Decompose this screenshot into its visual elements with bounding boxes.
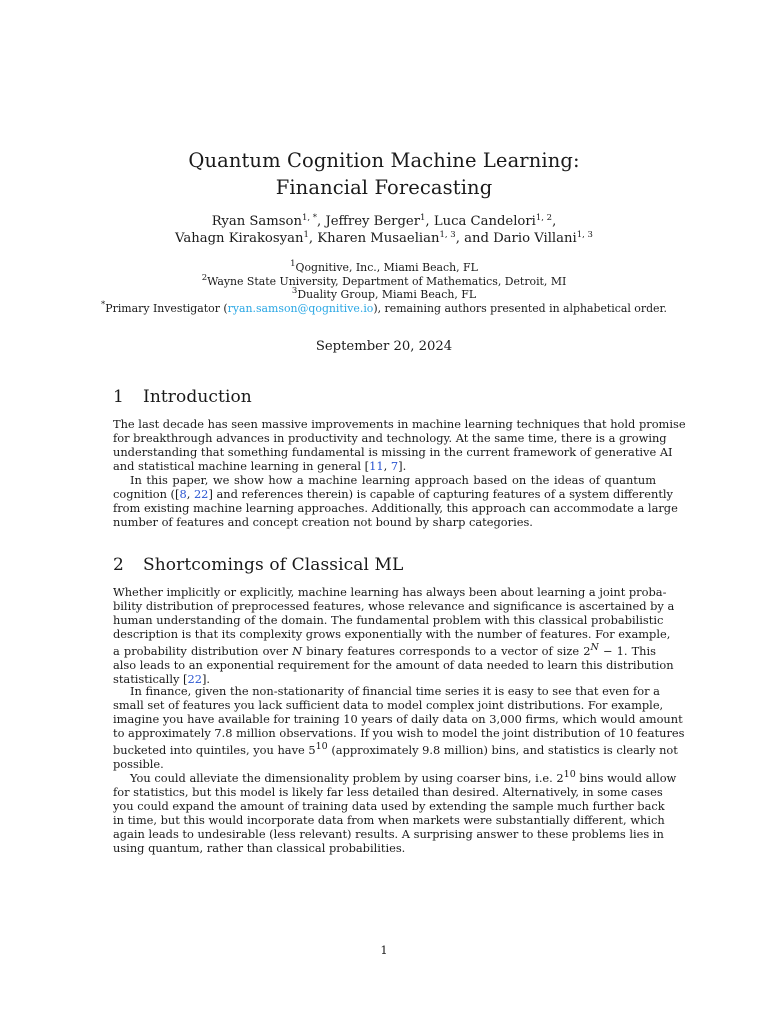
math-variable: N <box>292 644 303 659</box>
citation-link[interactable]: 7 <box>390 459 399 474</box>
author-affiliation-marker: 1 <box>420 213 426 223</box>
text-line: bility distribution of preprocessed features, whose relevance and significance is ascertained by a <box>113 599 675 614</box>
text-line: In this paper, we show how a machine learning approach based on the ideas of quantum <box>130 473 656 487</box>
text-line: a probability distribution over N binary features corresponds to a vector of size $2^N - 1$. This <box>113 642 656 659</box>
intro-paragraph-1 <box>113 417 686 474</box>
text-line: you could expand the amount of training data used by extending the sample much further back <box>113 798 665 813</box>
section-heading-shortcomings <box>113 555 403 575</box>
author-name: Dario Villani <box>493 231 577 246</box>
text-line: small set of features you lack sufficient data to model complex joint distributions. For example, <box>113 698 664 713</box>
author-name: Jeffrey Berger <box>325 214 420 229</box>
text-line: You could alleviate the dimensionality problem by using coarser bins, i.e. $2^{10}$ bins would allow <box>130 769 677 785</box>
page-number: 1 <box>380 943 388 957</box>
section-number: 1 <box>113 387 124 407</box>
primary-investigator-note: *Primary Investigator (ryan.samson@qognitive.io), remaining authors presented in alphabetical order. <box>101 300 667 316</box>
text-line: cognition ([8, 22] and references therein) is capable of capturing features of a system differently <box>113 487 673 502</box>
affiliation-1: $^1$Qognitive, Inc., Miami Beach, FL <box>290 259 478 274</box>
intro-paragraph-2 <box>113 473 678 530</box>
title-line-2: Financial Forecasting <box>275 176 493 199</box>
classical-paragraph-1 <box>113 585 675 687</box>
author-affiliation-marker: 1 <box>303 230 309 240</box>
section-number: 2 <box>113 555 124 575</box>
text-line: for breakthrough advances in productivity and technology. At the same time, there is a growing <box>113 431 667 446</box>
section-title: Introduction <box>143 387 252 407</box>
citation-link[interactable]: 22 <box>193 487 209 502</box>
text-line: again leads to undesirable (less relevant) results. A surprising answer to these problems lies in <box>113 827 664 842</box>
affiliation-3: $^3$Duality Group, Miami Beach, FL <box>291 286 477 302</box>
citation-link[interactable]: 8 <box>179 487 187 502</box>
author-affiliation-marker: 1, 3 <box>439 230 456 240</box>
author-affiliation-marker: 1, * <box>301 213 318 223</box>
text-line: also leads to an exponential requirement for the amount of data needed to learn this distribution <box>113 658 674 673</box>
section-heading-introduction <box>113 387 252 407</box>
text-line: bucketed into quintiles, you have $5^{10}$ (approximately 9.8 million) bins, and statistics is clearly not <box>113 741 678 758</box>
text-line: in time, but this would incorporate data from when markets were substantially different, which <box>113 813 665 828</box>
author-name: Luca Candelori <box>433 214 536 229</box>
classical-paragraph-3 <box>113 768 677 856</box>
text-line: The last decade has seen massive improvements in machine learning techniques that hold promise <box>113 417 686 431</box>
citation-link[interactable]: 22 <box>187 672 202 687</box>
text-line: description is that its complexity grows exponentially with the number of features. For example, <box>113 627 671 642</box>
author-affiliation-marker: 1, 3 <box>576 230 593 240</box>
text-line: to approximately 7.8 million observations. If you wish to model the joint distribution of 10 features <box>113 726 685 741</box>
section-title: Shortcomings of Classical ML <box>143 555 404 575</box>
citation-link[interactable]: 11 <box>369 459 384 474</box>
author-name: Vahagn Kirakosyan <box>175 231 304 246</box>
publication-date: September 20, 2024 <box>315 339 453 354</box>
text-line: Whether implicitly or explicitly, machine learning has always been about learning a joint proba- <box>113 585 667 599</box>
affiliation-2: $^2$Wayne State University, Department of Mathematics, Detroit, MI <box>201 272 567 288</box>
author-name: Ryan Samson <box>211 214 302 229</box>
text-line: possible. <box>113 757 164 772</box>
author-name: Kharen Musaelian <box>317 231 440 246</box>
author-line-1: Ryan Samson$^{1, *}$, Jeffrey Berger$^1$, Luca Candelori$^{1, 2}$, <box>211 213 557 229</box>
email-link[interactable]: ryan.samson@qognitive.io <box>227 302 374 316</box>
text-line: and statistical machine learning in general [11, 7]. <box>113 459 407 474</box>
text-line: imagine you have available for training 10 years of daily data on 3,000 firms, which would amount <box>113 712 683 727</box>
affiliation-list <box>0 261 768 316</box>
text-line: using quantum, rather than classical probabilities. <box>113 841 406 856</box>
text-line: statistically [22]. <box>113 672 211 687</box>
author-affiliation-marker: 1, 2 <box>535 213 553 223</box>
author-line-2: Vahagn Kirakosyan$^1$, Kharen Musaelian$^{1, 3}$, and Dario Villani$^{1, 3}$ <box>175 230 593 246</box>
title-line-1: Quantum Cognition Machine Learning: <box>188 149 580 172</box>
text-line: human understanding of the domain. The fundamental problem with this classical probabilistic <box>113 613 664 628</box>
text-line: In finance, given the non-stationarity of financial time series it is easy to see that even for a <box>130 684 660 698</box>
text-line: number of features and concept creation not bound by sharp categories. <box>113 515 533 530</box>
classical-paragraph-2 <box>113 684 685 772</box>
text-line: understanding that something fundamental is missing in the current framework of generative AI <box>113 445 673 460</box>
paper-title <box>0 147 768 201</box>
text-line: for statistics, but this model is likely far less detailed than desired. Alternatively, in some cases <box>113 784 663 799</box>
author-list <box>0 213 768 247</box>
text-line: from existing machine learning approaches. Additionally, this approach can accommodate a large <box>113 501 678 516</box>
